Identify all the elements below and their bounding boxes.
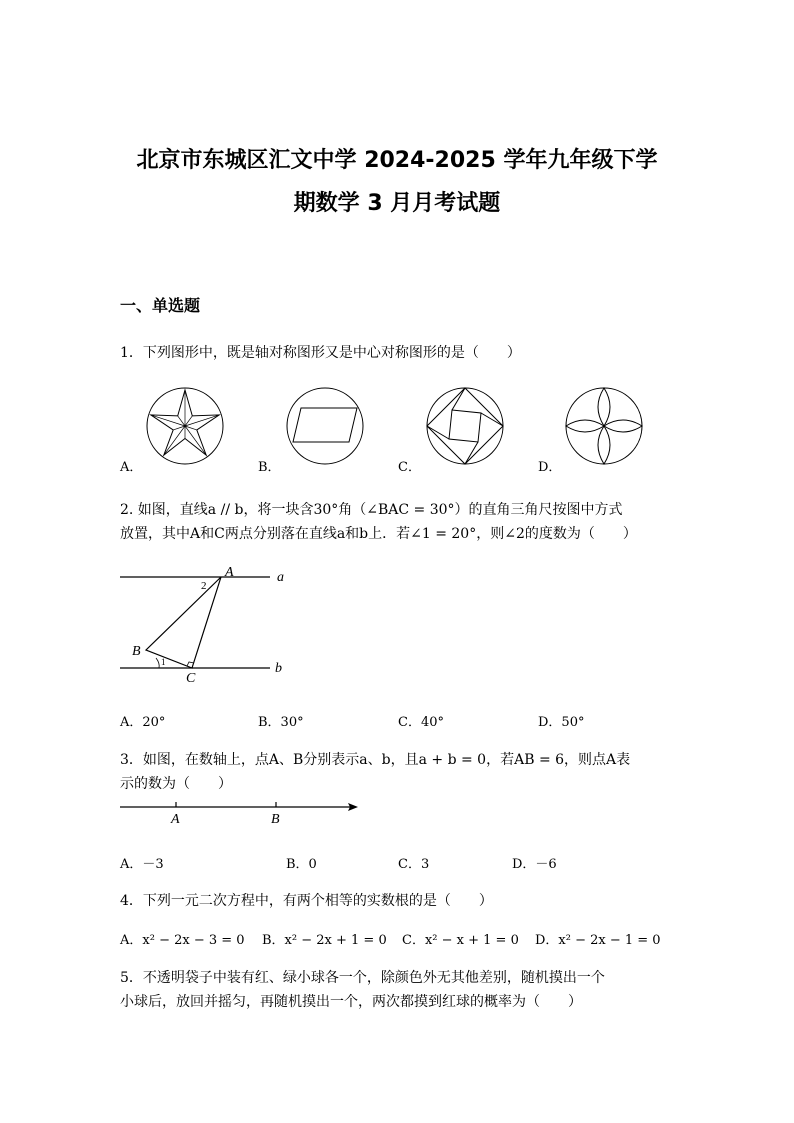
q4-option-a[interactable]: A．x² − 2x − 3 = 0 (120, 933, 245, 948)
q3-option-a[interactable]: A．－3 (120, 857, 164, 872)
q2-stem-line1: 2. 如图，直线a // b，将一块含30°角（∠BAC = 30°）的直角三角尺按图中方式 (120, 502, 623, 518)
angle1-arc (156, 658, 159, 668)
q1-label-b: B． (258, 460, 281, 475)
q4-option-d[interactable]: D．x² − 2x − 1 = 0 (535, 933, 661, 948)
q3-stem-line2: 示的数为（ ） (120, 776, 232, 792)
triangle (146, 577, 221, 668)
q3-option-c[interactable]: C．3 (398, 857, 430, 872)
q4-stem: 4．下列一元二次方程中，有两个相等的实数根的是（ ） (120, 893, 493, 909)
label-c-point: C (186, 671, 196, 686)
label-line-b: b (275, 661, 282, 676)
q2-stem-line2: 放置，其中A和C两点分别落在直线a和b上．若∠1 = 20°，则∠2的度数为（ ） (120, 526, 637, 542)
q4-option-c[interactable]: C．x² − x + 1 = 0 (402, 933, 519, 948)
q1-figure-star (145, 386, 225, 466)
label-angle1: 1 (161, 657, 166, 667)
q1-figure-parallelogram (285, 386, 365, 466)
point-a-label: A (171, 812, 180, 827)
q1-stem: 1．下列图形中，既是轴对称图形又是中心对称图形的是（ ） (120, 345, 521, 361)
q5-stem-line2: 小球后，放回并摇匀，再随机摸出一个，两次都摸到红球的概率为（ ） (120, 994, 582, 1010)
q4-option-b[interactable]: B．x² − 2x + 1 = 0 (262, 933, 387, 948)
q2-option-d[interactable]: D．50° (538, 715, 585, 730)
label-angle2: 2 (201, 580, 207, 592)
doc-title-line1: 北京市东城区汇文中学 2024-2025 学年九年级下学 (136, 148, 658, 173)
q2-figure (118, 562, 298, 692)
doc-title-line2: 期数学 3 月月考试题 (293, 191, 501, 216)
q2-option-a[interactable]: A．20° (120, 715, 166, 730)
label-b-point: B (132, 644, 141, 659)
q2-option-b[interactable]: B．30° (258, 715, 304, 730)
q3-option-d[interactable]: D．－6 (512, 857, 557, 872)
section-heading: 一、单选题 (120, 296, 201, 315)
label-a-point: A (225, 565, 234, 580)
label-line-a: a (277, 570, 284, 585)
q1-figure-petals (564, 386, 644, 466)
q1-label-d: D． (538, 460, 562, 475)
q1-label-a: A． (120, 460, 143, 475)
point-b-label: B (271, 812, 280, 827)
q3-stem-line1: 3．如图，在数轴上，点A、B分别表示a、b，且a + b = 0，若AB = 6，则点A表 (120, 752, 631, 768)
q3-number-line (118, 797, 368, 827)
q3-option-b[interactable]: B．0 (286, 857, 317, 872)
q1-figure-squares (425, 386, 505, 466)
q5-stem-line1: 5．不透明袋子中装有红、绿小球各一个，除颜色外无其他差别，随机摸出一个 (120, 970, 605, 986)
q2-option-c[interactable]: C．40° (398, 715, 444, 730)
q1-label-c: C． (398, 460, 421, 475)
